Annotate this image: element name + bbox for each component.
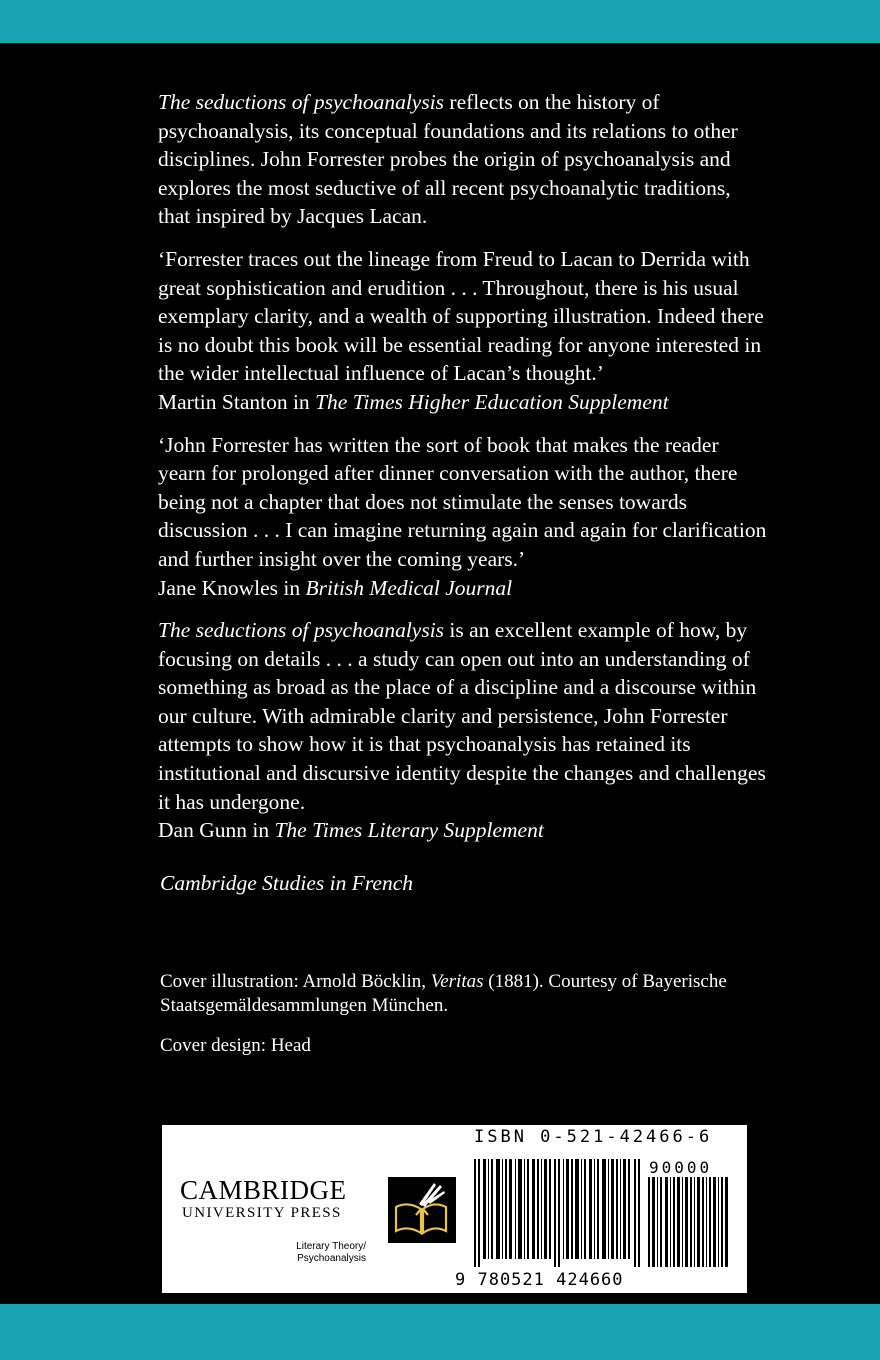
review-3-text: is an excellent example of how, by focusing on details . . . a study can open out into an understanding of something as broad as the place of a discipline and a discourse within our culture. With admirable clarity and persistence, John Forrester attempts to show how it is that psychoanalysis has retained its institutional and discursive identity despite the changes and challenges it has undergone. <box>158 618 766 814</box>
review-1-source: The Times Higher Education Supplement <box>315 389 669 414</box>
top-color-band <box>0 0 880 43</box>
open-book-emblem-icon <box>388 1177 456 1243</box>
credit-work-title: Veritas <box>430 971 484 992</box>
cover-illustration-credit <box>160 970 760 1018</box>
review-1-quote: ‘Forrester traces out the lineage from Freud to Lacan to Derrida with great sophistication and erudition . . . Throughout, there is his usual exemplary clarity, and a wealth of supporting illustration. Indeed there is no doubt this book will be essential reading for anyone interested in the wider intellectual influence of Lacan’s thought.’ <box>158 246 764 386</box>
review-3-reviewer: Dan Gunn in <box>158 818 275 843</box>
intro-book-title: The seductions of psychoanalysis <box>158 90 445 114</box>
ean-barcode <box>474 1159 642 1267</box>
review-3-source: The Times Literary Supplement <box>274 818 544 843</box>
back-cover-text <box>158 88 768 896</box>
price-code: 90000 <box>649 1158 713 1177</box>
intro-paragraph <box>158 88 768 231</box>
subject-line-1: Literary Theory/ <box>296 1241 366 1252</box>
publisher-name-line-2: UNIVERSITY PRESS <box>182 1205 342 1221</box>
credit-suffix: (1881). Courtesy of Bayerische Staatsgemäldesammlungen München. <box>160 971 727 1016</box>
bottom-color-band <box>0 1304 880 1360</box>
review-2-quote: ‘John Forrester has written the sort of book that makes the reader yearn for prolonged after dinner conversation with the author, there being not a chapter that does not stimulate the senses towards discussion . . . I can imagine returning again and again for clarification and further insight over the coming years.’ <box>158 432 767 571</box>
publisher-name: CAMBRIDGE <box>180 1175 347 1205</box>
review-1-attribution <box>158 388 768 417</box>
review-2-source: British Medical Journal <box>305 575 513 600</box>
cover-design-credit: Cover design: Head <box>160 1035 311 1056</box>
series-name: Cambridge Studies in French <box>160 870 413 895</box>
isbn-number: ISBN 0-521-42466-6 <box>474 1127 713 1147</box>
ean-number: 9 780521 424660 <box>455 1270 624 1290</box>
review-3-quote <box>158 616 768 816</box>
review-2-reviewer: Jane Knowles in <box>158 575 306 600</box>
subject-category <box>290 1241 366 1265</box>
review-3-book-title: The seductions of psychoanalysis <box>158 618 445 643</box>
publisher-barcode-panel <box>162 1125 747 1293</box>
review-1-reviewer: Martin Stanton in <box>158 389 316 414</box>
price-barcode <box>648 1177 734 1267</box>
intro-text: reflects on the history of psychoanalysis, its conceptual foundations and its relations to other disciplines. John Forrester probes the origin of psychoanalysis and explores the most seductive of all recent psychoanalytic traditions, that inspired by Jacques Lacan. <box>158 90 738 229</box>
subject-line-2: Psychoanalysis <box>297 1253 366 1264</box>
review-2-attribution <box>158 574 768 603</box>
review-3-attribution <box>158 816 768 845</box>
credit-prefix: Cover illustration: Arnold Böcklin, <box>160 971 431 992</box>
